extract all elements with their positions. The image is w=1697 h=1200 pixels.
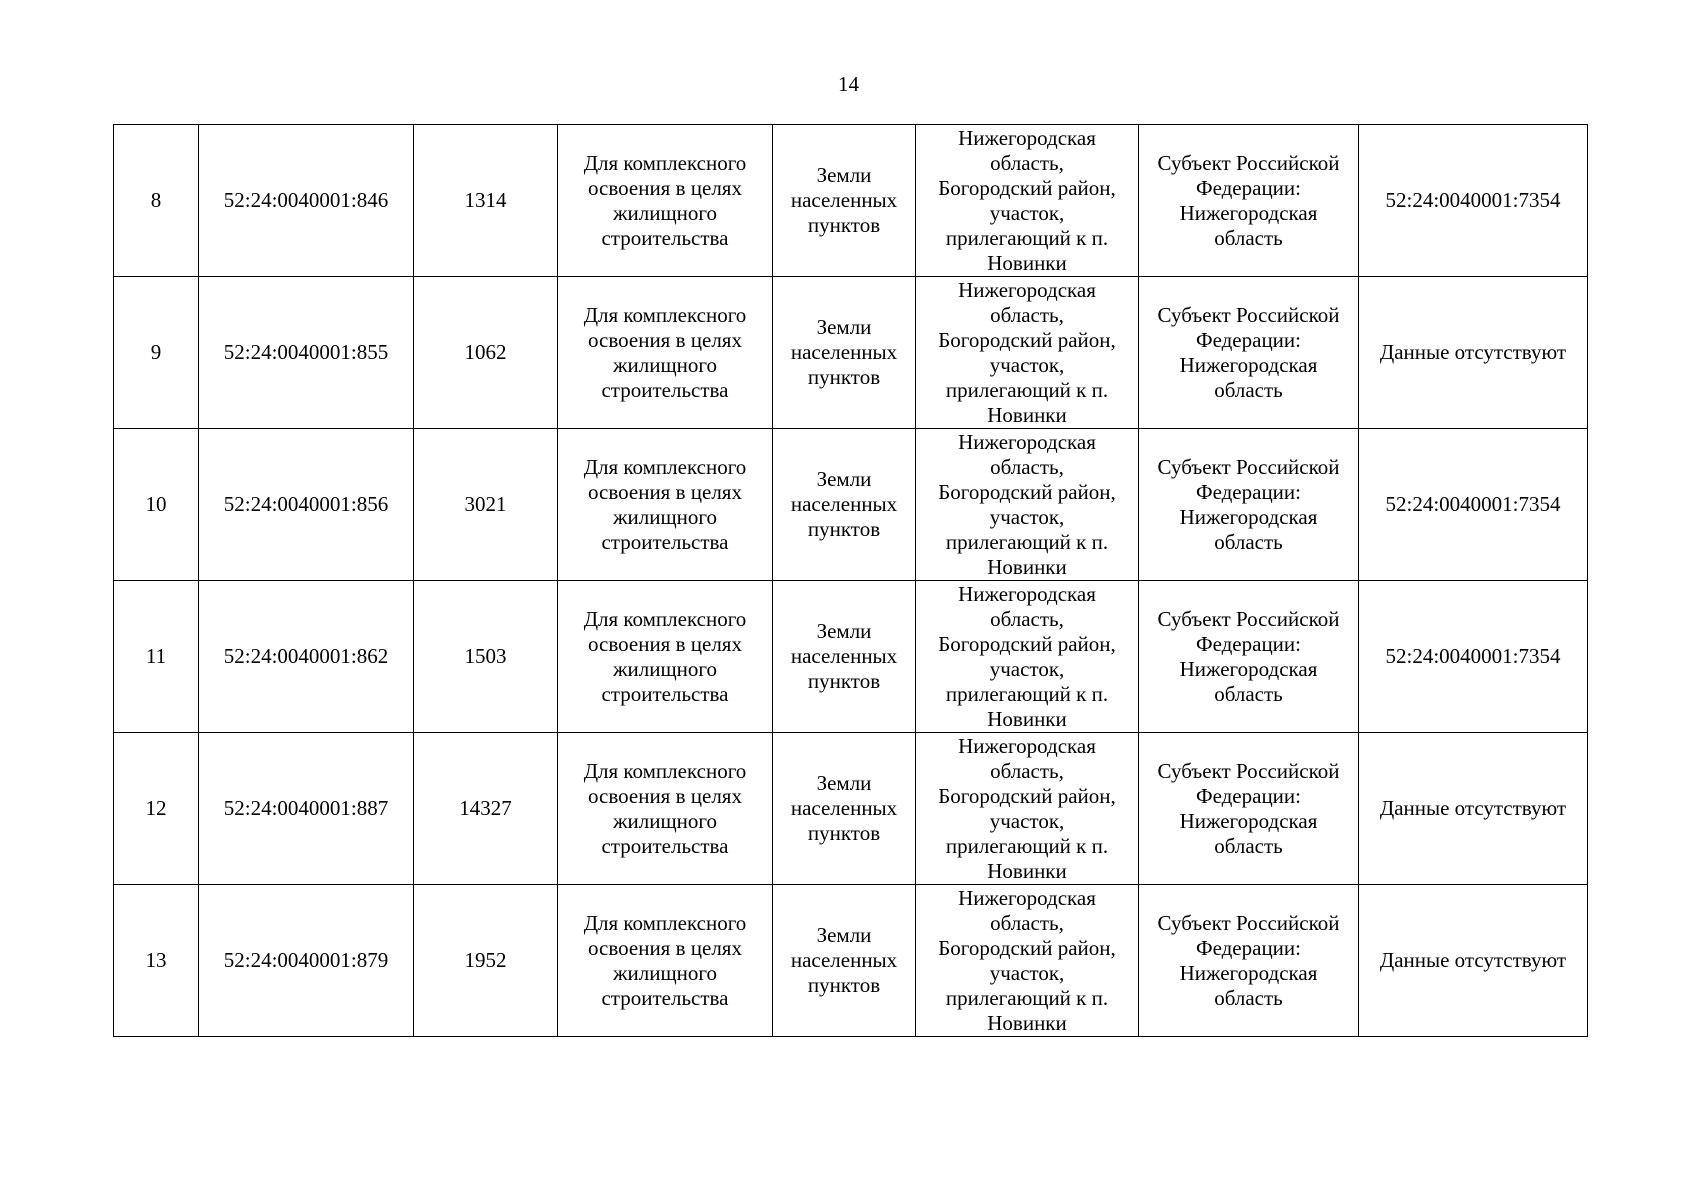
land-category-cell: [773, 581, 916, 733]
cadastral-number-cell: 52:24:0040001:855: [199, 277, 414, 429]
permitted-use-cell: [558, 733, 773, 885]
parent-plot-cell: Данные отсутствуют: [1359, 733, 1588, 885]
row-number-cell: 10: [114, 429, 199, 581]
row-number-cell: 12: [114, 733, 199, 885]
parent-plot-cell: 52:24:0040001:7354: [1359, 581, 1588, 733]
address-text: Нижегородская область, Богородский район, участок, прилегающий к п. Новинки: [938, 733, 1116, 883]
permitted-use-cell: [558, 277, 773, 429]
cadastral-number-cell: 52:24:0040001:862: [199, 581, 414, 733]
row-number-cell: 9: [114, 277, 199, 429]
cadastral-number-cell: 52:24:0040001:856: [199, 429, 414, 581]
owner-cell: [1139, 429, 1359, 581]
owner-text: Субъект Российской Федерации: Нижегородская область: [1157, 910, 1340, 1010]
area-cell: 14327: [414, 733, 558, 885]
parent-plot-cell: 52:24:0040001:7354: [1359, 125, 1588, 277]
land-category-cell: [773, 733, 916, 885]
owner-cell: [1139, 581, 1359, 733]
table-row: [114, 733, 1588, 885]
owner-cell: [1139, 733, 1359, 885]
owner-cell: [1139, 277, 1359, 429]
page-number: 14: [838, 72, 859, 96]
area-cell: 1062: [414, 277, 558, 429]
table-row: [114, 277, 1588, 429]
address-text: Нижегородская область, Богородский район, участок, прилегающий к п. Новинки: [938, 581, 1116, 731]
permitted-use-cell: [558, 125, 773, 277]
permitted-use-text: Для комплексного освоения в целях жилищного строительства: [583, 606, 747, 706]
land-category-text: Земли населенных пунктов: [790, 771, 898, 845]
address-cell: [916, 277, 1139, 429]
area-cell: 1314: [414, 125, 558, 277]
address-text: Нижегородская область, Богородский район, участок, прилегающий к п. Новинки: [938, 277, 1116, 427]
permitted-use-text: Для комплексного освоения в целях жилищного строительства: [583, 150, 747, 250]
address-cell: [916, 429, 1139, 581]
table-row: [114, 429, 1588, 581]
cadastral-number-cell: 52:24:0040001:846: [199, 125, 414, 277]
permitted-use-cell: [558, 429, 773, 581]
land-plots-table: [113, 124, 1588, 1037]
row-number-cell: 13: [114, 885, 199, 1037]
owner-cell: [1139, 885, 1359, 1037]
owner-text: Субъект Российской Федерации: Нижегородская область: [1157, 454, 1340, 554]
row-number-cell: 11: [114, 581, 199, 733]
area-cell: 3021: [414, 429, 558, 581]
table-row: [114, 885, 1588, 1037]
land-category-cell: [773, 277, 916, 429]
land-category-text: Земли населенных пунктов: [790, 619, 898, 693]
parent-plot-cell: Данные отсутствуют: [1359, 277, 1588, 429]
owner-text: Субъект Российской Федерации: Нижегородская область: [1157, 302, 1340, 402]
area-cell: 1503: [414, 581, 558, 733]
owner-cell: [1139, 125, 1359, 277]
area-cell: 1952: [414, 885, 558, 1037]
address-cell: [916, 125, 1139, 277]
parent-plot-cell: 52:24:0040001:7354: [1359, 429, 1588, 581]
permitted-use-text: Для комплексного освоения в целях жилищного строительства: [583, 910, 747, 1010]
permitted-use-cell: [558, 581, 773, 733]
permitted-use-cell: [558, 885, 773, 1037]
address-cell: [916, 581, 1139, 733]
address-text: Нижегородская область, Богородский район, участок, прилегающий к п. Новинки: [938, 125, 1116, 275]
row-number-cell: 8: [114, 125, 199, 277]
owner-text: Субъект Российской Федерации: Нижегородская область: [1157, 606, 1340, 706]
land-category-text: Земли населенных пунктов: [790, 315, 898, 389]
land-category-cell: [773, 885, 916, 1037]
cadastral-number-cell: 52:24:0040001:879: [199, 885, 414, 1037]
owner-text: Субъект Российской Федерации: Нижегородская область: [1157, 150, 1340, 250]
address-cell: [916, 885, 1139, 1037]
table-row: [114, 125, 1588, 277]
permitted-use-text: Для комплексного освоения в целях жилищного строительства: [583, 454, 747, 554]
land-category-text: Земли населенных пунктов: [790, 923, 898, 997]
permitted-use-text: Для комплексного освоения в целях жилищного строительства: [583, 302, 747, 402]
table-row: [114, 581, 1588, 733]
permitted-use-text: Для комплексного освоения в целях жилищного строительства: [583, 758, 747, 858]
land-category-text: Земли населенных пунктов: [790, 163, 898, 237]
land-category-cell: [773, 429, 916, 581]
address-cell: [916, 733, 1139, 885]
address-text: Нижегородская область, Богородский район, участок, прилегающий к п. Новинки: [938, 885, 1116, 1035]
address-text: Нижегородская область, Богородский район, участок, прилегающий к п. Новинки: [938, 429, 1116, 579]
cadastral-number-cell: 52:24:0040001:887: [199, 733, 414, 885]
owner-text: Субъект Российской Федерации: Нижегородская область: [1157, 758, 1340, 858]
land-category-text: Земли населенных пунктов: [790, 467, 898, 541]
land-category-cell: [773, 125, 916, 277]
parent-plot-cell: Данные отсутствуют: [1359, 885, 1588, 1037]
